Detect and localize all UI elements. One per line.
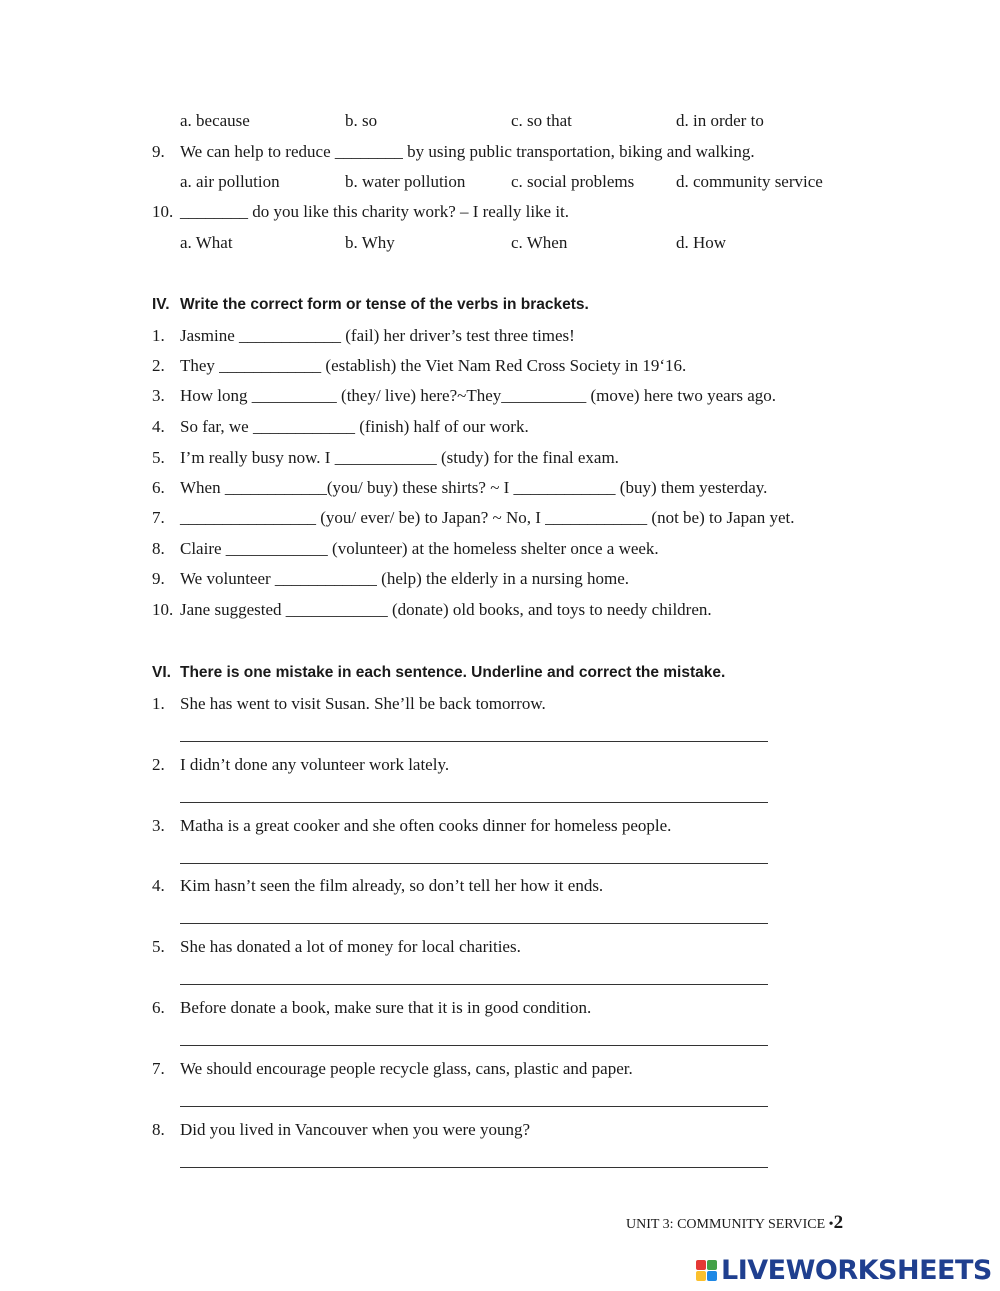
item-number: 2.	[152, 755, 165, 774]
answer-line[interactable]	[180, 741, 768, 742]
q8-option-b[interactable]: b. so	[345, 111, 378, 130]
q8-option-a[interactable]: a. because	[180, 111, 250, 130]
logo-square-yellow	[696, 1271, 706, 1281]
answer-line[interactable]	[180, 863, 768, 864]
section-iv-roman: IV.	[152, 296, 170, 313]
item-number: 6.	[152, 998, 165, 1017]
verb-exercise-item: So far, we ____________ (finish) half of our work.	[180, 417, 529, 436]
error-sentence: I didn’t done any volunteer work lately.	[180, 755, 450, 774]
q9-option-c[interactable]: c. social problems	[511, 172, 635, 191]
verb-exercise-item: They ____________ (establish) the Viet Nam Red Cross Society in 19‘16.	[180, 356, 687, 375]
section-vi-title: There is one mistake in each sentence. Underline and correct the mistake.	[180, 664, 726, 681]
answer-line[interactable]	[180, 923, 768, 924]
logo-square-red	[696, 1260, 706, 1270]
q10-option-b[interactable]: b. Why	[345, 233, 395, 252]
logo-square-green	[707, 1260, 717, 1270]
item-number: 2.	[152, 356, 165, 375]
item-number: 4.	[152, 876, 165, 895]
item-number: 10.	[152, 600, 174, 619]
answer-line[interactable]	[180, 1045, 768, 1046]
item-number: 6.	[152, 478, 165, 497]
q9-option-b[interactable]: b. water pollution	[345, 172, 466, 191]
item-number: 8.	[152, 539, 165, 558]
liveworksheets-logo-icon	[696, 1260, 717, 1281]
section-vi-roman: VI.	[152, 664, 171, 681]
q10-option-d[interactable]: d. How	[676, 233, 727, 252]
page-number: 2	[833, 1212, 844, 1233]
q9-option-d[interactable]: d. community service	[676, 172, 823, 191]
item-number: 4.	[152, 417, 165, 436]
error-sentence: We should encourage people recycle glass, cans, plastic and paper.	[180, 1059, 633, 1078]
error-sentence: She has went to visit Susan. She’ll be back tomorrow.	[180, 694, 546, 713]
section-iv-title: Write the correct form or tense of the verbs in brackets.	[180, 296, 589, 313]
error-sentence: Kim hasn’t seen the film already, so don’t tell her how it ends.	[180, 876, 604, 895]
error-sentence: Before donate a book, make sure that it is in good condition.	[180, 998, 592, 1017]
question-text: ________ do you like this charity work? – I really like it.	[180, 202, 570, 221]
error-sentence: She has donated a lot of money for local charities.	[180, 937, 521, 956]
question-number: 10.	[152, 202, 174, 221]
answer-line[interactable]	[180, 984, 768, 985]
item-number: 5.	[152, 448, 165, 467]
q10-option-a[interactable]: a. What	[180, 233, 233, 252]
unit-label: UNIT 3: COMMUNITY SERVICE •	[626, 1217, 834, 1232]
item-number: 3.	[152, 816, 165, 835]
verb-exercise-item: Claire ____________ (volunteer) at the homeless shelter once a week.	[180, 539, 659, 558]
logo-square-blue	[707, 1271, 717, 1281]
item-number: 9.	[152, 569, 165, 588]
item-number: 7.	[152, 1059, 165, 1078]
q9-option-a[interactable]: a. air pollution	[180, 172, 280, 191]
q8-option-d[interactable]: d. in order to	[676, 111, 764, 130]
verb-exercise-item: How long __________ (they/ live) here?~They__________ (move) here two years ago.	[180, 386, 777, 405]
q10-option-c[interactable]: c. When	[511, 233, 568, 252]
verb-exercise-item: We volunteer ____________ (help) the elderly in a nursing home.	[180, 569, 630, 588]
liveworksheets-logo	[696, 1255, 992, 1285]
answer-line[interactable]	[180, 1167, 768, 1168]
item-number: 5.	[152, 937, 165, 956]
liveworksheets-logo-text: LIVEWORKSHEETS	[721, 1254, 992, 1286]
error-sentence: Matha is a great cooker and she often cooks dinner for homeless people.	[180, 816, 672, 835]
item-number: 1.	[152, 326, 165, 345]
verb-exercise-item: When ____________(you/ buy) these shirts? ~ I ____________ (buy) them yesterday.	[180, 478, 768, 497]
verb-exercise-item: I’m really busy now. I ____________ (study) for the final exam.	[180, 448, 619, 467]
verb-exercise-item: Jasmine ____________ (fail) her driver’s test three times!	[180, 326, 575, 345]
page-footer	[626, 1212, 843, 1236]
item-number: 7.	[152, 508, 165, 527]
item-number: 8.	[152, 1120, 165, 1139]
answer-line[interactable]	[180, 802, 768, 803]
item-number: 1.	[152, 694, 165, 713]
error-sentence: Did you lived in Vancouver when you were young?	[180, 1120, 530, 1139]
verb-exercise-item: ________________ (you/ ever/ be) to Japan? ~ No, I ____________ (not be) to Japan yet.	[180, 508, 795, 527]
item-number: 3.	[152, 386, 165, 405]
q8-option-c[interactable]: c. so that	[511, 111, 572, 130]
question-text: We can help to reduce ________ by using public transportation, biking and walking.	[180, 142, 755, 161]
question-number: 9.	[152, 142, 165, 161]
verb-exercise-item: Jane suggested ____________ (donate) old books, and toys to needy children.	[180, 600, 712, 619]
answer-line[interactable]	[180, 1106, 768, 1107]
